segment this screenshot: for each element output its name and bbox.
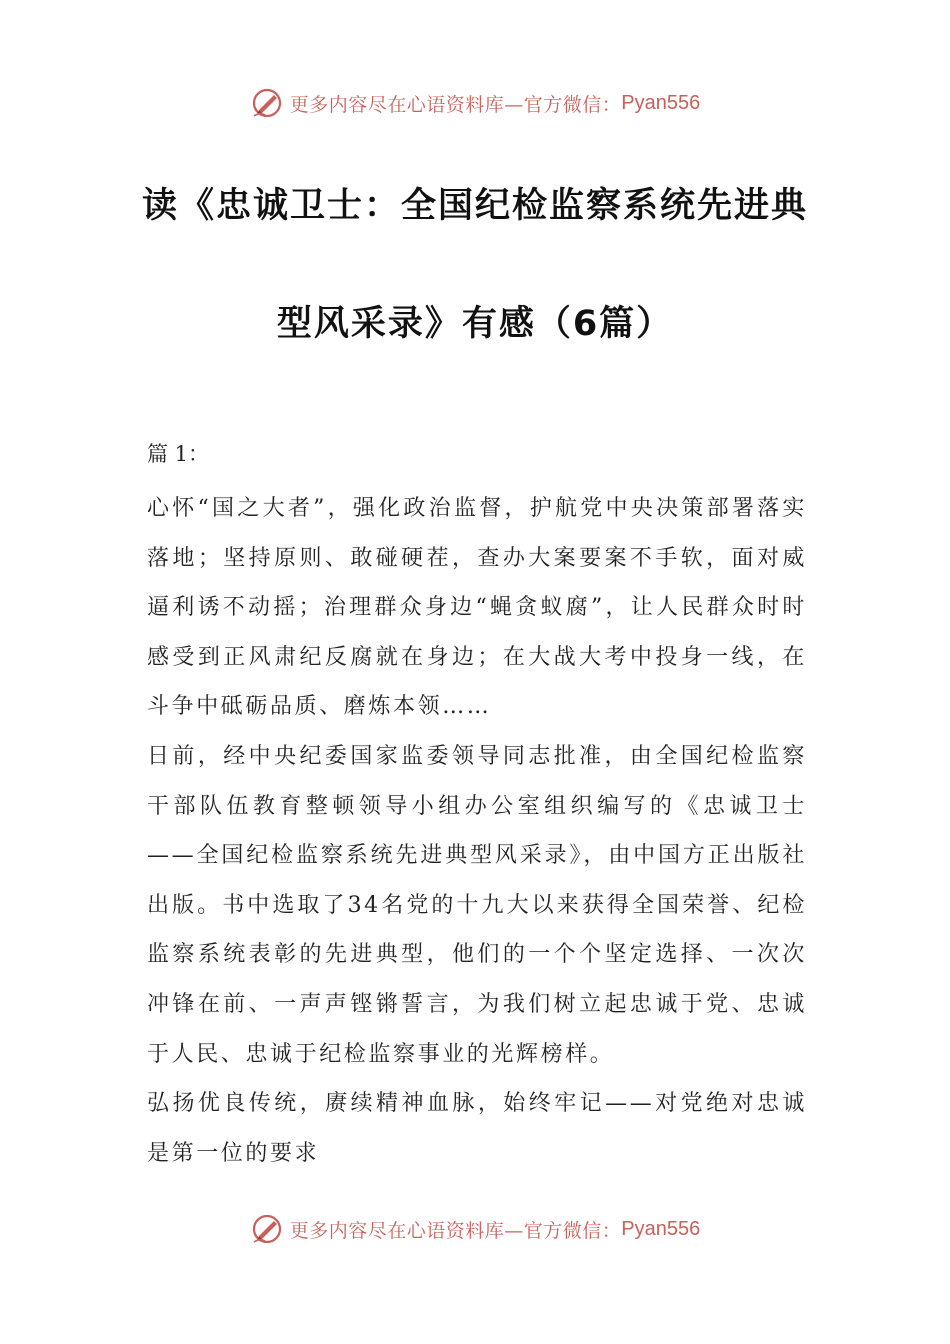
paragraph-3: 弘扬优良传统，赓续精神血脉，始终牢记——对党绝对忠诚是第一位的要求: [147, 1091, 807, 1166]
paragraph-1: 心怀“国之大者”，强化政治监督，护航党中央决策部署落实落地；坚持原则、敢碰硬茬，查办大案要案不手软，面对威逼利诱不动摇；治理群众身边“蝇贪蚁腐”，让人民群众时时感受到正风肃纪反腐就在身边；在大战大考中投身一线，在斗争中砥砺品质、磨炼本领……: [147, 496, 807, 720]
footer-banner: [0, 1209, 950, 1249]
banner-slogan: 更多内容尽在心语资料库—官方微信：: [289, 1219, 622, 1242]
banner-wechat-id: Pyan556: [621, 91, 701, 114]
header-banner: [0, 83, 950, 123]
page-title-line-2: 型风采录》有感（6篇）: [276, 304, 674, 344]
pen-logo-icon: [250, 1212, 284, 1246]
pen-logo-icon: [250, 86, 284, 120]
page-title-line-1: 读《忠诚卫士：全国纪检监察系统先进典: [141, 186, 808, 226]
article-body: [147, 436, 807, 1178]
section-label: 篇 1：: [147, 442, 210, 466]
banner-wechat-id: Pyan556: [621, 1217, 701, 1240]
paragraph-2: 日前，经中央纪委国家监委领导同志批准，由全国纪检监察干部队伍教育整顿领导小组办公室组织编写的《忠诚卫士——全国纪检监察系统先进典型风采录》，由中国方正出版社出版。书中选取了34名党的十九大以来获得全国荣誉、纪检监察系统表彰的先进典型，他们的一个个坚定选择、一次次冲锋在前、一声声铿锵誓言，为我们树立起忠诚于党、忠诚于人民、忠诚于纪检监察事业的光辉榜样。: [147, 743, 807, 1067]
banner-slogan: 更多内容尽在心语资料库—官方微信：: [289, 93, 622, 116]
